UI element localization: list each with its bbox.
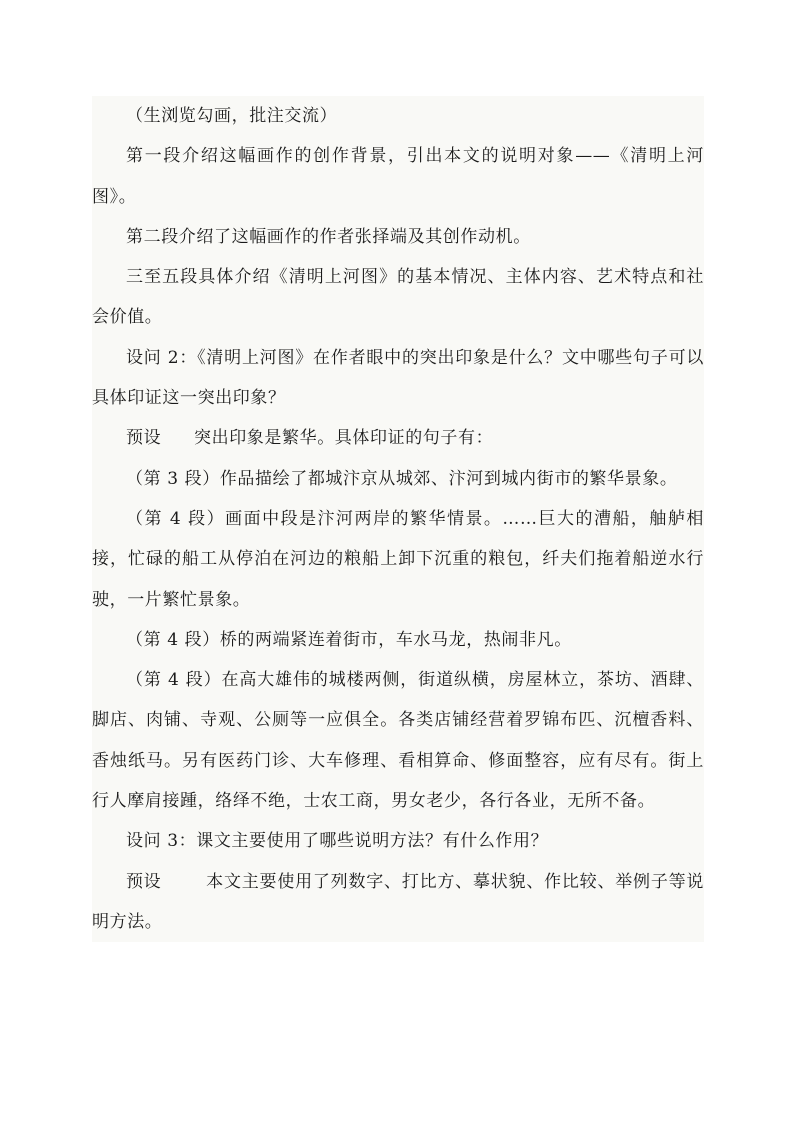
document-body bbox=[92, 96, 704, 942]
paragraph-6 bbox=[92, 418, 704, 458]
paragraph-3 bbox=[92, 217, 704, 257]
paragraph-12-prefix: 预设 bbox=[126, 871, 162, 892]
paragraph-9 bbox=[92, 620, 704, 660]
paragraph-11 bbox=[92, 821, 704, 861]
paragraph-5-text: 设问 2：《清明上河图》在作者眼中的突出印象是什么？文中哪些句子可以具体印证这一突出印象？ bbox=[92, 347, 704, 409]
paragraph-4-text: 三至五段具体介绍《清明上河图》的基本情况、主体内容、艺术特点和社会价值。 bbox=[92, 267, 704, 328]
paragraph-1-text: （生浏览勾画，批注交流） bbox=[126, 106, 338, 126]
paragraph-6-prefix: 预设 bbox=[126, 428, 162, 449]
paragraph-8 bbox=[92, 499, 704, 620]
paragraph-1 bbox=[92, 96, 704, 136]
paragraph-2-text: 第一段介绍这幅画作的创作背景，引出本文的说明对象——《清明上河图》。 bbox=[92, 146, 704, 207]
paragraph-11-text: 设问 3：课文主要使用了哪些说明方法？有什么作用？ bbox=[126, 831, 549, 852]
paragraph-12-text: 本文主要使用了列数字、打比方、摹状貌、作比较、举例子等说明方法。 bbox=[92, 871, 704, 932]
paragraph-3-text: 第二段介绍了这幅画作的作者张择端及其创作动机。 bbox=[126, 226, 531, 247]
paragraph-2 bbox=[92, 136, 704, 217]
paragraph-7 bbox=[92, 459, 704, 499]
paragraph-4 bbox=[92, 257, 704, 338]
paragraph-10 bbox=[92, 660, 704, 821]
paragraph-8-text: （第 4 段）画面中段是汴河两岸的繁华情景。……巨大的漕船，舳舻相接，忙碌的船工从停泊在河边的粮船上卸下沉重的粮包，纤夫们拖着船逆水行驶，一片繁忙景象。 bbox=[92, 508, 704, 610]
paragraph-10-text: （第 4 段）在高大雄伟的城楼两侧，街道纵横，房屋林立，茶坊、酒肆、脚店、肉铺、寺观、公厕等一应俱全。各类店铺经营着罗锦布匹、沉檀香料、香烛纸马。另有医药门诊、大车修理、看相算命、修面整容，应有尽有。街上行人摩肩接踵，络绎不绝，士农工商，男女老少，各行各业，无所不备。 bbox=[92, 670, 704, 812]
paragraph-6-text: 突出印象是繁华。具体印证的句子有： bbox=[194, 428, 494, 449]
paragraph-7-text: （第 3 段）作品描绘了都城汴京从城郊、汴河到城内街市的繁华景象。 bbox=[126, 468, 678, 489]
paragraph-9-text: （第 4 段）桥的两端紧连着街市，车水马龙，热闹非凡。 bbox=[126, 629, 572, 650]
paragraph-5 bbox=[92, 338, 704, 419]
paragraph-12 bbox=[92, 862, 704, 943]
